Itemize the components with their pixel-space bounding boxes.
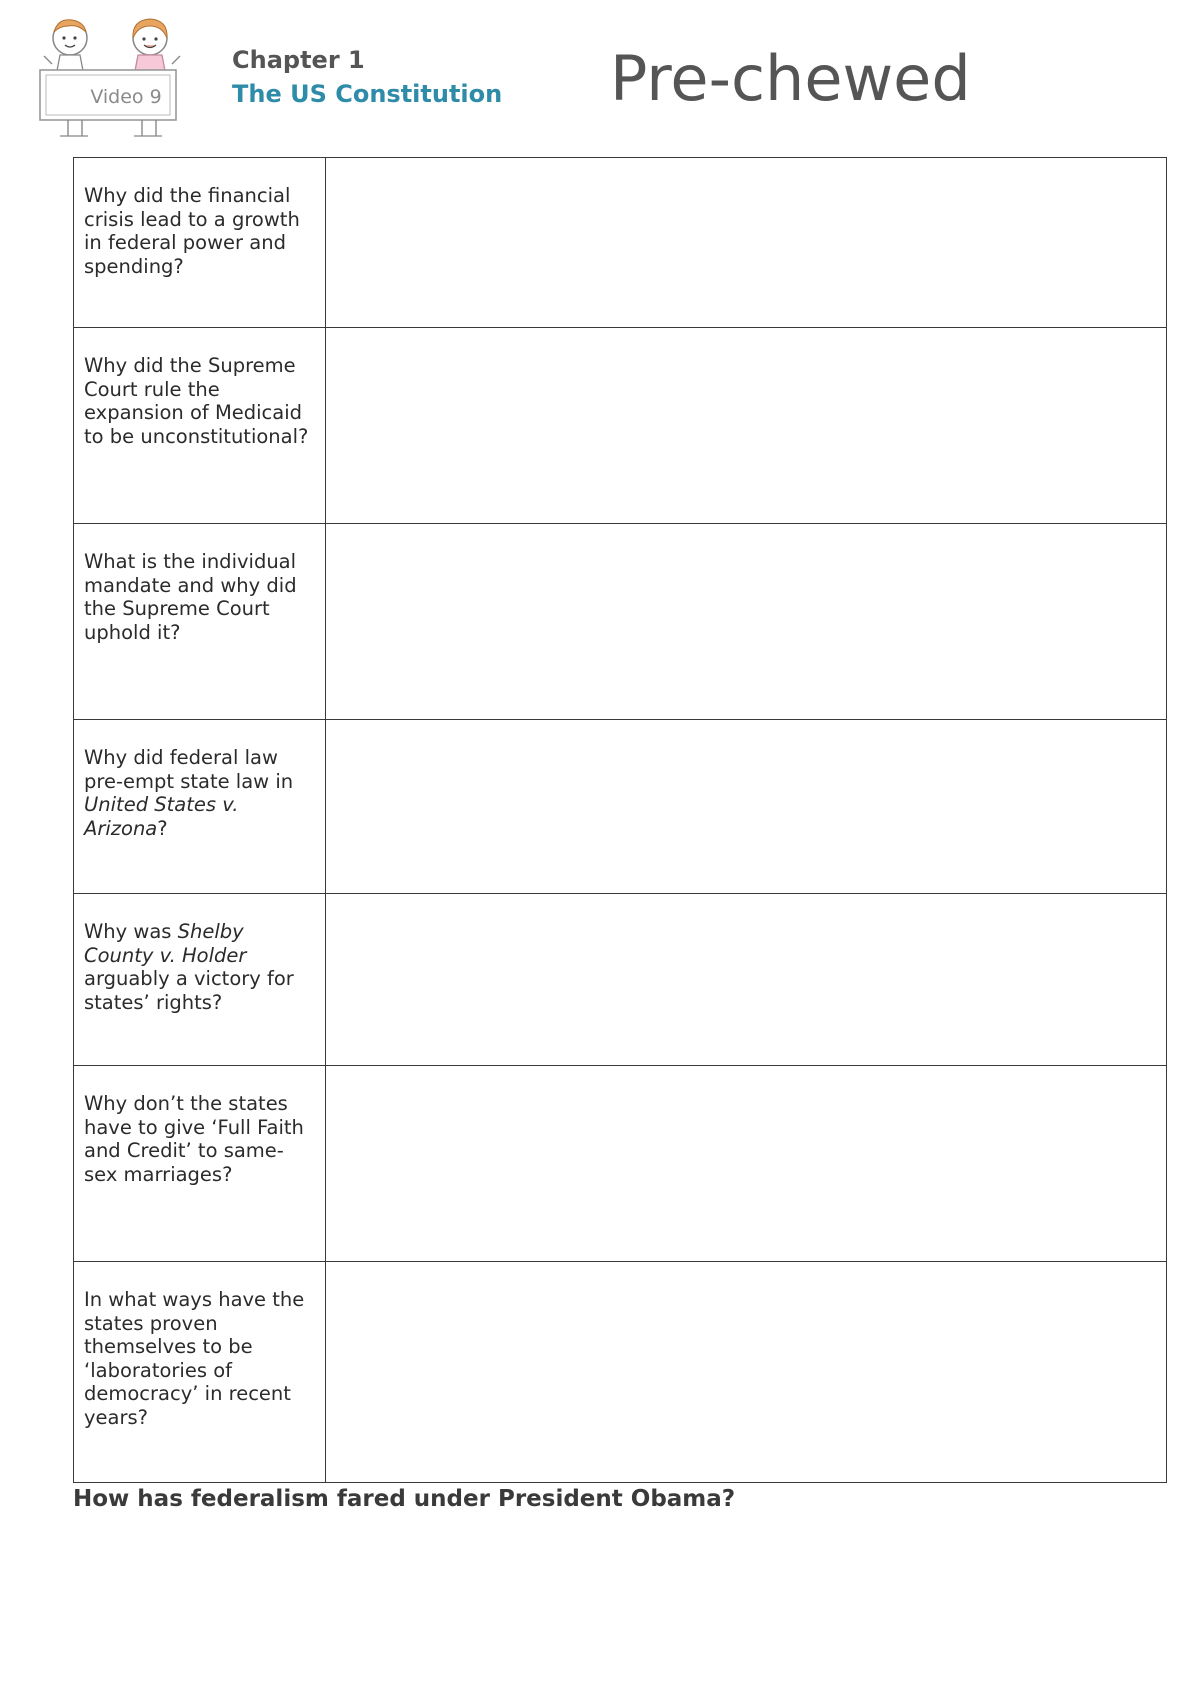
answer-cell[interactable] [326,328,1167,524]
cartoon-characters-logo [38,14,198,140]
question-cell [74,524,326,720]
question-text: Why did the financial crisis lead to a growth in federal power and spending? [84,184,300,278]
answer-cell[interactable] [326,1262,1167,1483]
answer-cell[interactable] [326,894,1167,1066]
question-cell [74,894,326,1066]
answer-cell[interactable] [326,524,1167,720]
question-answer-table [73,157,1167,1483]
question-text: Why don’t the states have to give ‘Full Faith and Credit’ to same-sex marriages? [84,1092,304,1186]
table-row [74,524,1167,720]
chapter-subtitle: The US Constitution [232,80,503,108]
table-row [74,158,1167,328]
table-row [74,894,1167,1066]
question-cell [74,158,326,328]
worksheet-header [0,0,1200,150]
table-row [74,720,1167,894]
answer-cell[interactable] [326,158,1167,328]
table-row [74,1066,1167,1262]
question-text-end: ? [157,816,168,840]
question-text-start: Why did federal law pre-empt state law in [84,746,294,793]
question-cell [74,720,326,894]
answer-cell[interactable] [326,1066,1167,1262]
question-text: In what ways have the states proven themselves to be ‘laboratories of democracy’ in recent years? [84,1288,305,1429]
question-text-start: Why was [84,920,178,943]
question-cell [74,1066,326,1262]
table-row [74,328,1167,524]
question-text-end: arguably a victory for states’ rights? [84,967,294,1014]
table-row [74,1262,1167,1483]
question-text: Why did the Supreme Court rule the expansion of Medicaid to be unconstitutional? [84,354,309,448]
question-cell [74,1262,326,1483]
case-name: United States v. Arizona [84,793,239,840]
video-badge: Video 9 [90,86,162,108]
summary-question: How has federalism fared under President Obama? [73,1486,736,1512]
case-name: Shelby County v. Holder [84,920,247,967]
question-cell [74,328,326,524]
brand-title: Pre-chewed [610,42,971,115]
chapter-heading: Chapter 1 [232,46,365,74]
answer-cell[interactable] [326,720,1167,894]
question-text: What is the individual mandate and why did the Supreme Court uphold it? [84,550,297,644]
